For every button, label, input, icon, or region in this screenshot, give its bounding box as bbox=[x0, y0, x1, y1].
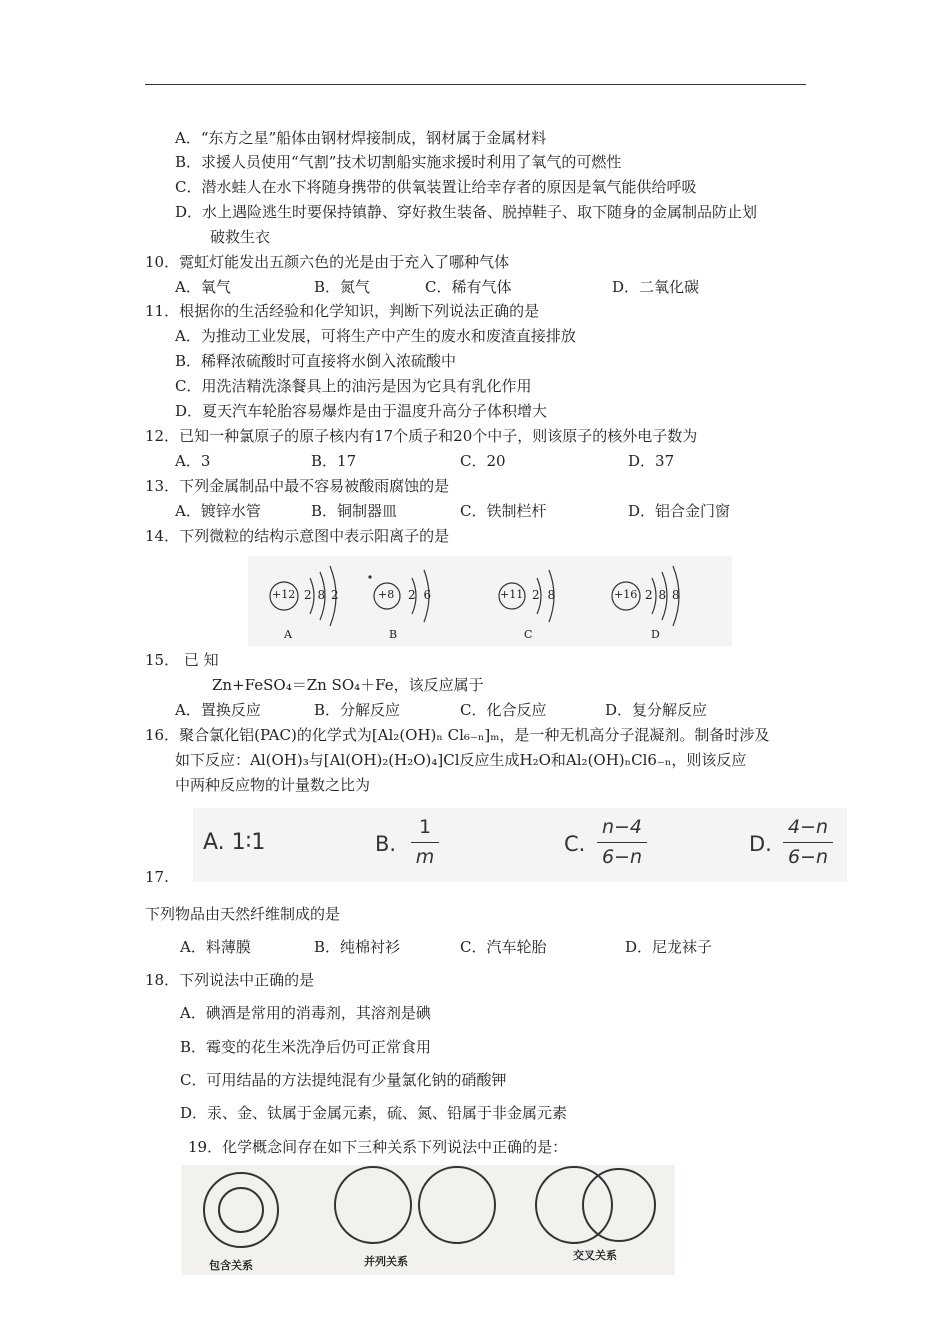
q16-stem-line3: 中两种反应物的计量数之比为 bbox=[175, 776, 371, 794]
atom-d-label: D bbox=[651, 628, 660, 641]
atom-d-shells: 2 8 8 bbox=[645, 588, 680, 602]
atom-d-nucleus: +16 bbox=[614, 588, 638, 601]
atom-a-label: A bbox=[284, 628, 292, 641]
q12-stem: 12．已知一种氯原子的原子核内有17个质子和20个中子，则该原子的核外电子数为 bbox=[145, 427, 698, 445]
q10-stem: 10．霓虹灯能发出五颜六色的光是由于充入了哪种气体 bbox=[145, 253, 510, 271]
q16-option-d-label: D. bbox=[749, 832, 772, 856]
intersect-label: 交叉关系 bbox=[573, 1249, 617, 1262]
atom-b-nucleus: +8 bbox=[378, 588, 395, 601]
q10-option-c: C．稀有气体 bbox=[425, 278, 512, 296]
atom-b-dot bbox=[368, 575, 371, 578]
q18-option-b: B．霉变的花生米洗净后仍可正常食用 bbox=[180, 1038, 432, 1056]
q19-stem: 19．化学概念间存在如下三种关系下列说法中正确的是： bbox=[188, 1138, 568, 1156]
q17-option-c: C．汽车轮胎 bbox=[460, 938, 547, 956]
q18-option-d: D．汞、金、钛属于金属元素，硫、氮、铅属于非金属元素 bbox=[180, 1104, 568, 1122]
q17-stem: 下列物品由天然纤维制成的是 bbox=[145, 905, 341, 923]
q18-stem: 18．下列说法中正确的是 bbox=[145, 971, 315, 989]
q17-option-b: B．纯棉衬衫 bbox=[314, 938, 401, 956]
q18-option-c: C．可用结晶的方法提纯混有少量氯化钠的硝酸钾 bbox=[180, 1071, 507, 1089]
q12-option-a: A．3 bbox=[175, 452, 211, 470]
q16-option-b-denominator: m bbox=[415, 846, 435, 868]
q18-option-a: A．碘酒是常用的消毒剂，其溶剂是碘 bbox=[180, 1004, 431, 1022]
q16-stem-line2: 如下反应：Al(OH)₃与[Al(OH)₂(H₂O)₄]Cl反应生成H₂O和Al₂(OH)ₙCl6₋ₙ，则该反应 bbox=[175, 751, 747, 769]
q9-option-a: A．“东方之星”船体由钢材焊接制成，钢材属于金属材料 bbox=[175, 129, 547, 147]
atom-c-nucleus: +11 bbox=[500, 588, 524, 601]
atom-a-shells: 2 8 2 bbox=[304, 588, 339, 602]
q11-option-b: B．稀释浓硫酸时可直接将水倒入浓硫酸中 bbox=[175, 352, 457, 370]
q16-option-c-numerator: n−4 bbox=[601, 816, 643, 838]
q16-stem-line1: 16．聚合氯化铝(PAC)的化学式为[Al₂(OH)ₙ Cl₆₋ₙ]ₘ，是一种无机高分子混凝剂。制备时涉及 bbox=[145, 726, 770, 744]
q15-option-d: D．复分解反应 bbox=[605, 701, 708, 719]
inclusion-label: 包含关系 bbox=[209, 1259, 253, 1272]
q12-option-d: D．37 bbox=[628, 452, 675, 470]
q13-option-a: A．镀锌水管 bbox=[175, 502, 261, 520]
atom-b-label: B bbox=[389, 628, 398, 641]
q12-option-b: B．17 bbox=[311, 452, 357, 470]
q12-option-c: C．20 bbox=[460, 452, 506, 470]
q17-option-a: A．料薄膜 bbox=[180, 938, 251, 956]
q16-option-b-label: B. bbox=[375, 832, 397, 856]
relationship-diagram-image bbox=[181, 1165, 675, 1275]
q15-option-b: B．分解反应 bbox=[314, 701, 401, 719]
atom-a-nucleus: +12 bbox=[272, 588, 296, 601]
q16-option-a: A. 1∶1 bbox=[203, 830, 266, 855]
q16-option-b-fraction-bar bbox=[411, 842, 439, 843]
q16-option-c-label: C. bbox=[564, 832, 586, 856]
q13-option-c: C．铁制栏杆 bbox=[460, 502, 547, 520]
q15-equation: Zn+FeSO₄＝Zn SO₄＋Fe，该反应属于 bbox=[212, 676, 484, 694]
q16-option-c-denominator: 6−n bbox=[601, 846, 643, 868]
parallel-circle-right bbox=[419, 1167, 495, 1243]
q13-stem: 13．下列金属制品中最不容易被酸雨腐蚀的是 bbox=[145, 477, 450, 495]
atom-diagrams-image bbox=[248, 556, 732, 646]
parallel-label: 并列关系 bbox=[364, 1255, 408, 1268]
q14-stem: 14．下列微粒的结构示意图中表示阳离子的是 bbox=[145, 527, 450, 545]
q16-options-image bbox=[193, 808, 847, 882]
inclusion-outer-circle bbox=[204, 1173, 278, 1247]
q16-option-d-fraction-bar bbox=[783, 842, 833, 843]
parallel-circle-left bbox=[335, 1167, 411, 1243]
q15-stem: 15． 已 知 bbox=[145, 651, 219, 669]
q9-option-c: C．潜水蛙人在水下将随身携带的供氧装置让给幸存者的原因是氧气能供给呼吸 bbox=[175, 178, 697, 196]
q16-option-c-fraction-bar bbox=[597, 842, 647, 843]
q13-option-d: D．铝合金门窗 bbox=[628, 502, 731, 520]
q11-option-d: D．夏天汽车轮胎容易爆炸是由于温度升高分子体积增大 bbox=[175, 402, 548, 420]
atom-c-shells: 2 8 bbox=[532, 588, 556, 602]
q16-option-d-denominator: 6−n bbox=[787, 846, 829, 868]
q10-option-a: A．氧气 bbox=[175, 278, 231, 296]
q17-option-d: D．尼龙袜子 bbox=[625, 938, 713, 956]
q16-option-b-numerator: 1 bbox=[418, 816, 432, 838]
q9-option-d-cont: 破救生衣 bbox=[210, 228, 271, 246]
q15-option-c: C．化合反应 bbox=[460, 701, 547, 719]
intersect-circle-left bbox=[536, 1167, 612, 1243]
q10-option-b: B．氮气 bbox=[314, 278, 371, 296]
q11-stem: 11．根据你的生活经验和化学知识，判断下列说法正确的是 bbox=[145, 302, 540, 320]
q17-number: 17. bbox=[145, 868, 169, 886]
inclusion-inner-circle bbox=[219, 1188, 263, 1232]
q11-option-a: A．为推动工业发展，可将生产中产生的废水和废渣直接排放 bbox=[175, 327, 576, 345]
atom-c-label: C bbox=[524, 628, 533, 641]
q16-option-d-numerator: 4−n bbox=[787, 816, 829, 838]
q15-option-a: A．置换反应 bbox=[175, 701, 261, 719]
header-rule bbox=[145, 84, 806, 85]
q9-option-b: B．求援人员使用“气割”技术切割船实施求援时利用了氧气的可燃性 bbox=[175, 153, 622, 171]
q10-option-d: D．二氧化碳 bbox=[612, 278, 700, 296]
q13-option-b: B．铜制器皿 bbox=[311, 502, 398, 520]
q11-option-c: C．用洗洁精洗涤餐具上的油污是因为它具有乳化作用 bbox=[175, 377, 532, 395]
intersect-circle-right bbox=[583, 1169, 655, 1241]
q9-option-d: D．水上遇险逃生时要保持镇静、穿好救生装备、脱掉鞋子、取下随身的金属制品防止划 bbox=[175, 203, 758, 221]
atom-b-shells: 2 6 bbox=[408, 588, 432, 602]
